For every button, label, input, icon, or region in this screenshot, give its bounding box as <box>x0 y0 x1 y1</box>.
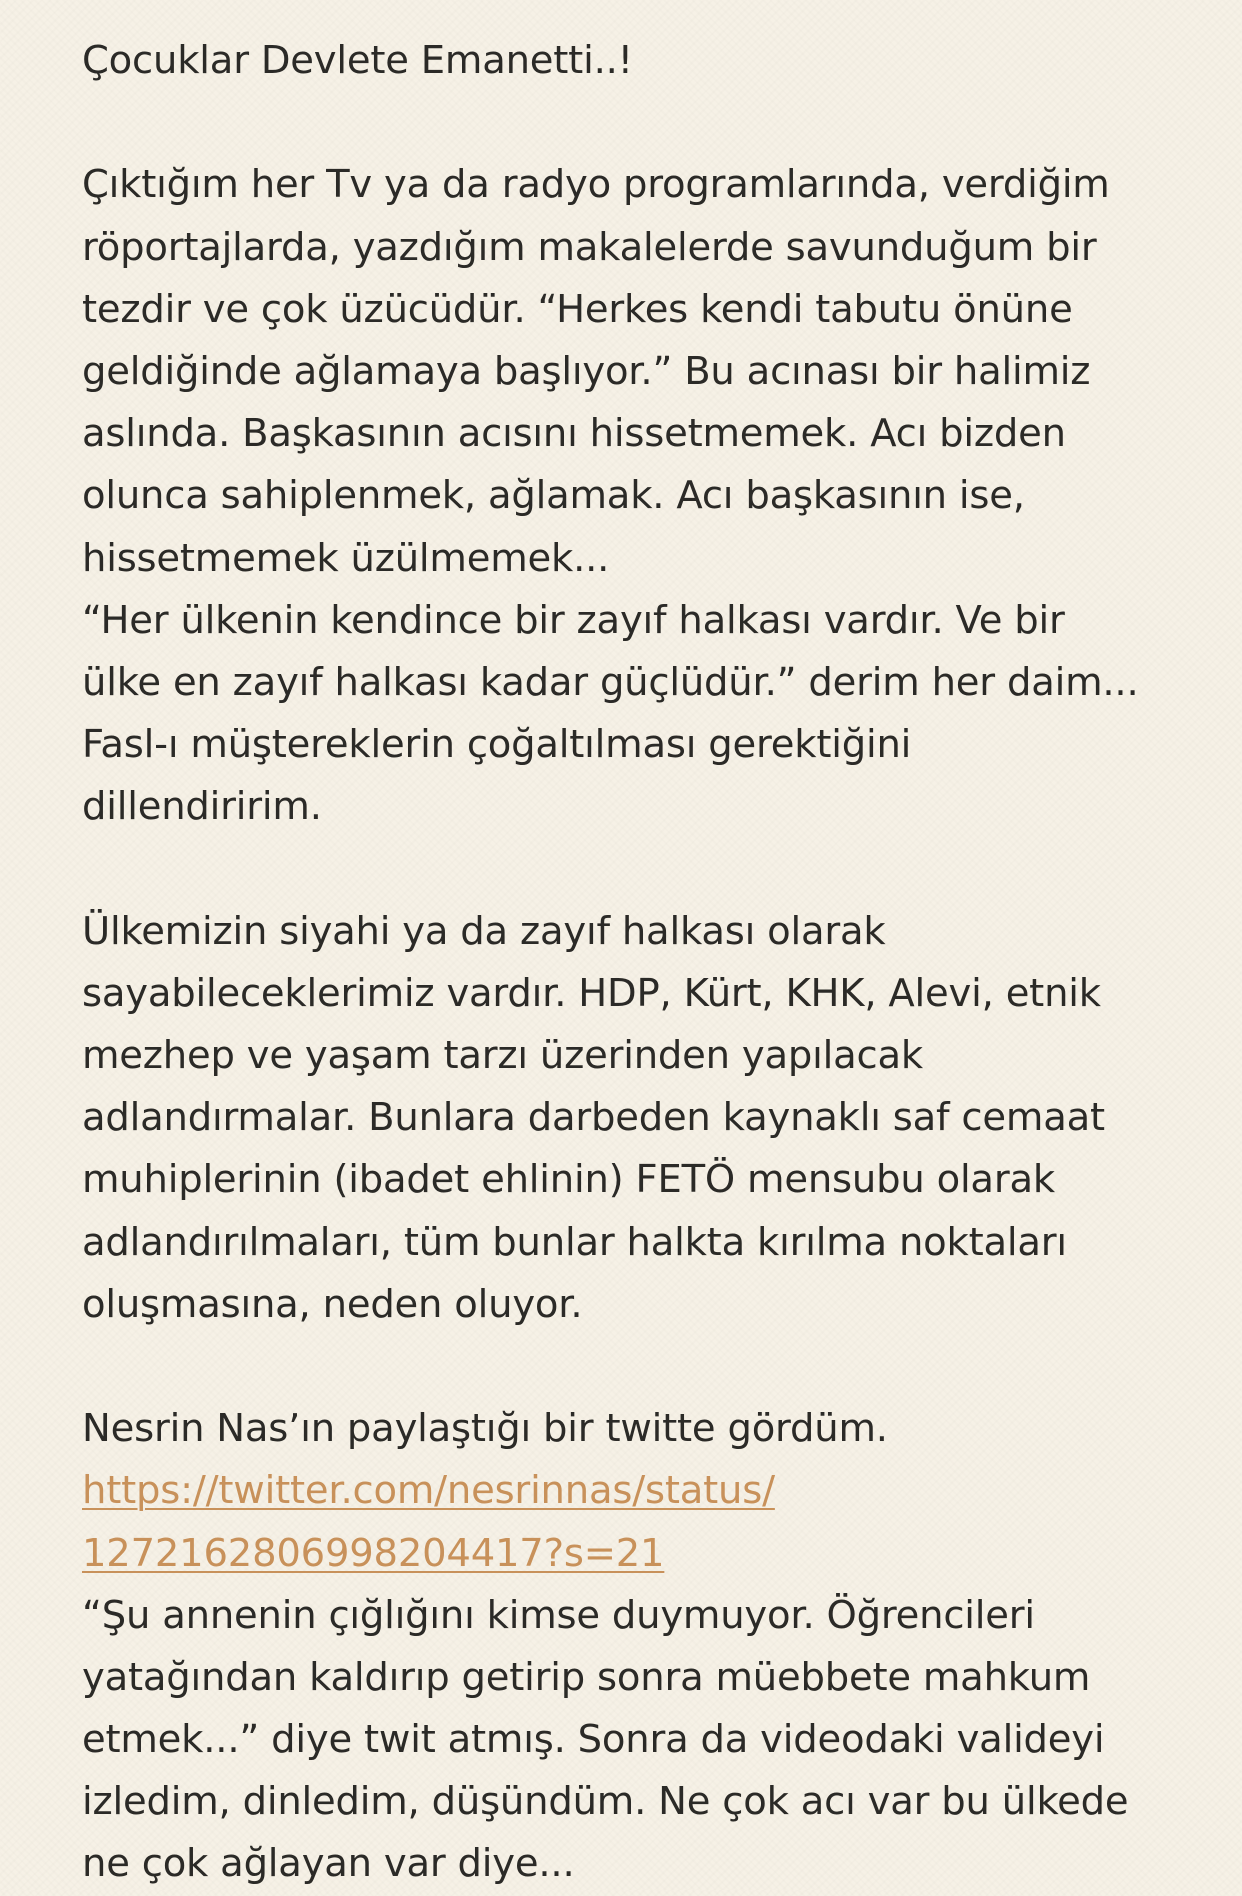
text-line: röportajlarda, yazdığım makalelerde savunduğum bir <box>82 224 1097 270</box>
text-line: yatağından kaldırıp getirip sonra müebbete mahkum <box>82 1654 1091 1700</box>
paragraph-2 <box>82 901 1192 1336</box>
text-line: “Şu annenin çığlığını kimse duymuyor. Öğrencileri <box>82 1592 1035 1638</box>
text-line: Fasl-ı müştereklerin çoğaltılması gerektiğini <box>82 722 912 768</box>
text-line: aslında. Başkasının acısını hissetmemek. Acı bizden <box>82 411 1066 457</box>
text-line: geldiğinde ağlamaya başlıyor.” Bu acınası bir halimiz <box>82 348 1091 394</box>
text-line: Çıktığım her Tv ya da radyo programlarında, verdiğim <box>82 162 1110 208</box>
text-line: adlandırmalar. Bunlara darbeden kaynaklı saf cemaat <box>82 1095 1105 1141</box>
text-line: adlandırılmaları, tüm bunlar halkta kırılma noktaları <box>82 1219 1067 1265</box>
text-line: olunca sahiplenmek, ağlamak. Acı başkasının ise, <box>82 473 1025 519</box>
tweet-link[interactable]: 1272162806998204417?s=21 <box>82 1530 665 1576</box>
tweet-link[interactable]: https://twitter.com/nesrinnas/status/ <box>82 1468 775 1514</box>
paragraph-3 <box>82 1398 1192 1896</box>
paragraph-1 <box>82 154 1192 838</box>
text-line: oluşmasına, neden oluyor. <box>82 1281 583 1327</box>
text-line: dillendiririm. <box>82 784 322 830</box>
text-line: “Her ülkenin kendince bir zayıf halkası vardır. Ve bir <box>82 597 1065 643</box>
text-line: ne çok ağlayan var diye... <box>82 1841 575 1887</box>
blank-line <box>82 838 1192 900</box>
tweet-link-line[interactable] <box>82 1460 1192 1522</box>
blank-line <box>82 1336 1192 1398</box>
text-line: etmek...” diye twit atmış. Sonra da videodaki valideyi <box>82 1717 1105 1763</box>
text-line: sayabileceklerimiz vardır. HDP, Kürt, KHK, Alevi, etnik <box>82 970 1101 1016</box>
text-line: Nesrin Nas’ın paylaştığı bir twitte gördüm. <box>82 1406 888 1452</box>
text-line: hissetmemek üzülmemek... <box>82 535 610 581</box>
text-line: ülke en zayıf halkası kadar güçlüdür.” derim her daim... <box>82 659 1139 705</box>
note-body <box>82 30 1192 1896</box>
text-line: mezhep ve yaşam tarzı üzerinden yapılacak <box>82 1033 923 1078</box>
tweet-link-line[interactable] <box>82 1523 1192 1585</box>
text-line: izledim, dinledim, düşündüm. Ne çok acı var bu ülkede <box>82 1779 1129 1825</box>
text-line: muhiplerinin (ibadet ehlinin) FETÖ mensubu olarak <box>82 1157 1055 1203</box>
note-title: Çocuklar Devlete Emanetti..! <box>82 38 633 83</box>
text-line: Ülkemizin siyahi ya da zayıf halkası olarak <box>82 908 886 954</box>
blank-line <box>82 92 1192 154</box>
text-line: tezdir ve çok üzücüdür. “Herkes kendi tabutu önüne <box>82 286 1073 332</box>
